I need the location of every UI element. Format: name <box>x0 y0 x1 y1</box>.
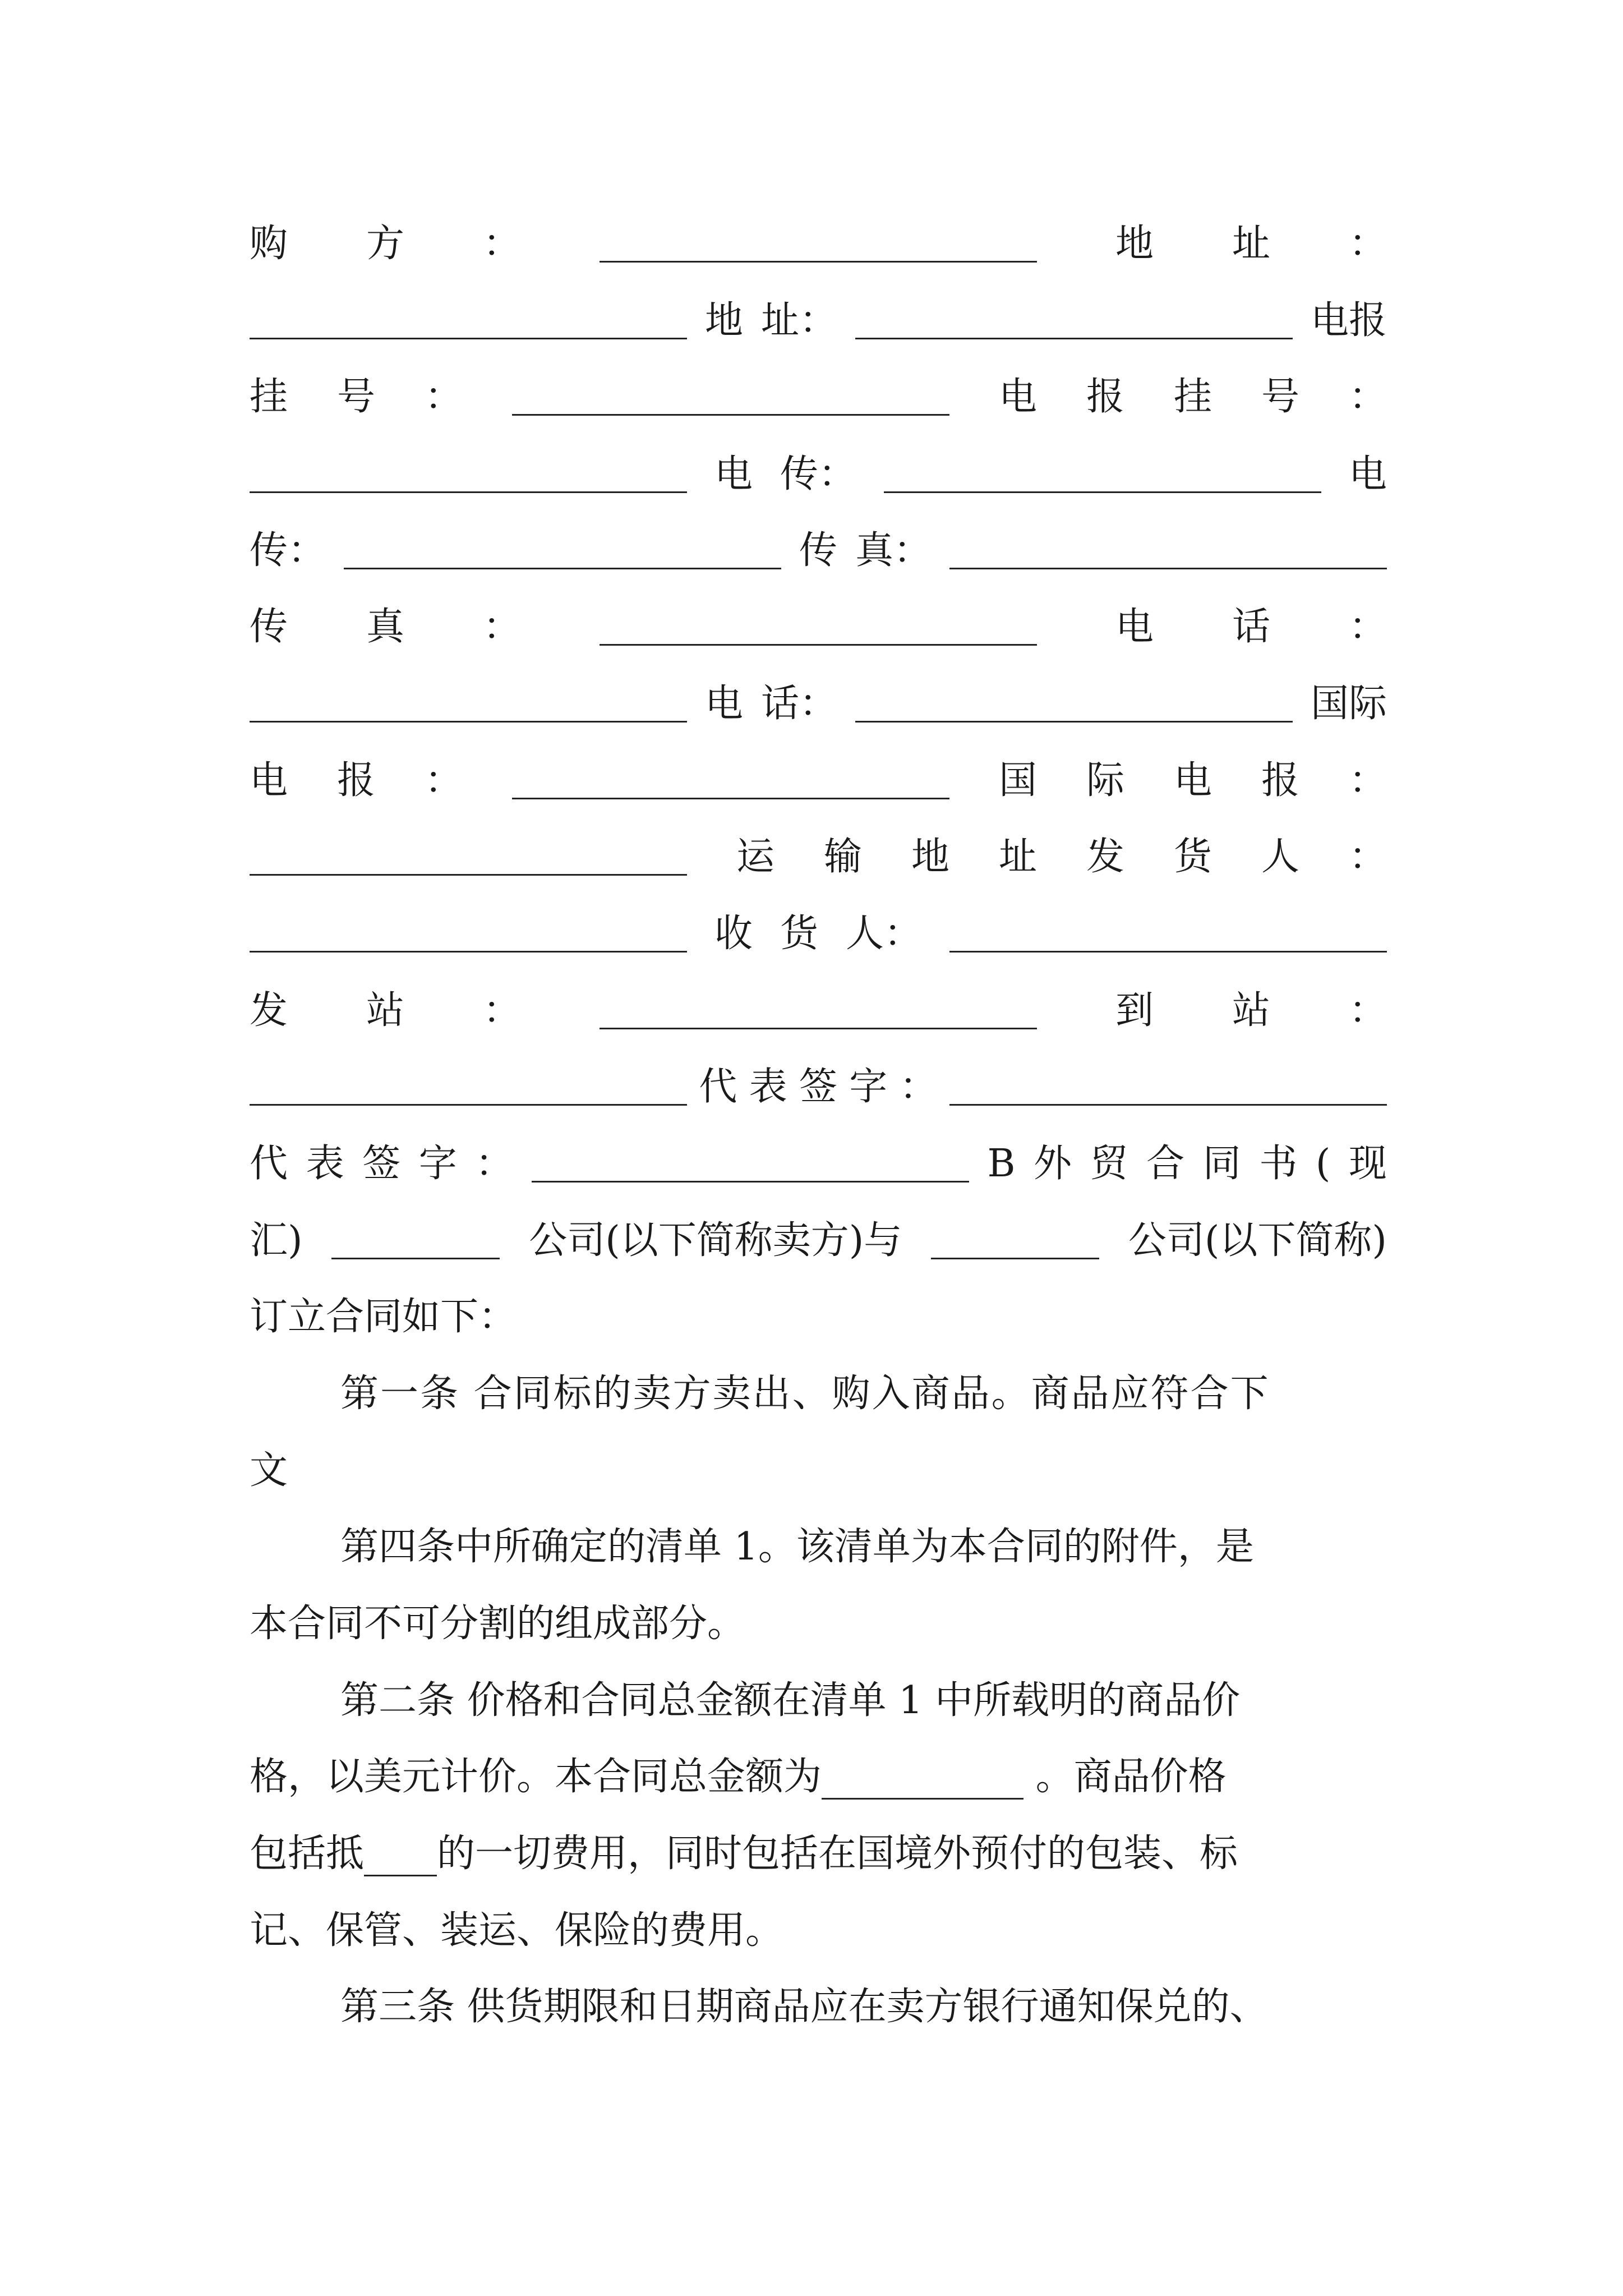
article-1-line-1: 第一条 合同标的卖方卖出、购入商品。商品应符合下 <box>340 1372 1270 1416</box>
label-char: 电 <box>250 758 288 803</box>
label-char: 方 <box>366 222 405 266</box>
label-colon: ： <box>1348 375 1387 419</box>
blank-cable-1[interactable] <box>512 379 949 416</box>
blank-signature-1[interactable] <box>949 1069 1387 1106</box>
label-colon: ： <box>475 1142 514 1186</box>
label-char: 号 <box>1261 375 1299 419</box>
article-1-line-2: 文 <box>250 1448 288 1493</box>
blank-intl-cable-2[interactable] <box>250 839 687 876</box>
label-char: 址： <box>760 298 837 343</box>
label-colon: ： <box>1348 835 1387 879</box>
form-line-signature <box>250 1065 1387 1110</box>
blank-address-1[interactable] <box>250 303 687 339</box>
label-char: 表 <box>749 1065 787 1109</box>
label-char: 字 <box>418 1142 457 1186</box>
contract-parties-line <box>250 1218 1387 1263</box>
label-char: 传： <box>250 528 326 573</box>
label-char: 电 <box>714 452 753 496</box>
text-segment: 的一切费用，同时包括在国境外预付的包装、标 <box>437 1832 1238 1876</box>
text-segment: 公司(以下简称) <box>1128 1218 1387 1263</box>
label-char: 运 <box>736 835 774 879</box>
text-segment: 包括抵 <box>250 1832 365 1876</box>
blank-phone-1[interactable] <box>250 686 687 723</box>
article-3-line-1: 第三条 供货期限和日期商品应在卖方银行通知保兑的、 <box>340 1985 1268 2029</box>
label-char: 传： <box>780 452 856 496</box>
label-char: 报 <box>337 758 376 803</box>
label-char: B <box>987 1142 1016 1186</box>
label-char: 电 <box>1173 758 1212 803</box>
blank-consignee[interactable] <box>949 916 1387 953</box>
blank-intl-cable-1[interactable] <box>512 763 949 799</box>
article-2-line-2 <box>250 1755 1387 1800</box>
form-line-shipping <box>250 835 1387 880</box>
form-line-address <box>250 298 1387 343</box>
blank-arrival-station[interactable] <box>250 1069 687 1106</box>
label-char: 代 <box>250 1142 288 1186</box>
label-colon: ： <box>1348 988 1387 1033</box>
label-char: 签 <box>799 1065 837 1109</box>
title-char: 外 <box>1034 1142 1072 1186</box>
label-char: 报 <box>1261 758 1299 803</box>
label-char: 地 <box>704 298 743 343</box>
label-char: 址 <box>998 835 1037 879</box>
label-char: 地 <box>1115 222 1154 266</box>
blank-shipper[interactable] <box>250 916 687 953</box>
label-char: 真： <box>855 528 932 573</box>
label-char: 电 <box>704 682 743 726</box>
text-segment: 公司(以下简称卖方)与 <box>529 1218 902 1263</box>
label-char: 签 <box>362 1142 401 1186</box>
label-char: 挂 <box>250 375 288 419</box>
blank-buyer[interactable] <box>600 226 1037 263</box>
article-1-line-3: 第四条中所确定的清单 1。该清单为本合同的附件，是 <box>340 1525 1254 1569</box>
label-colon: ： <box>483 222 522 266</box>
title-char: 贸 <box>1090 1142 1128 1186</box>
label-char: 代 <box>699 1065 737 1109</box>
label-colon: ： <box>1348 222 1387 266</box>
blank-phone-2[interactable] <box>855 686 1293 723</box>
label-colon: ： <box>425 758 463 803</box>
label-char: 表 <box>306 1142 344 1186</box>
form-line-telex <box>250 452 1387 497</box>
label-char: 字 <box>849 1065 888 1109</box>
label-colon: ： <box>483 605 522 649</box>
label-char: 到 <box>1115 988 1154 1033</box>
article-2-line-3 <box>250 1832 1387 1876</box>
label-colon: ： <box>1348 758 1387 803</box>
blank-seller-company[interactable] <box>331 1223 500 1259</box>
label-colon: ： <box>1348 605 1387 649</box>
label-colon: ： <box>483 988 522 1033</box>
label-char: 真 <box>366 605 405 649</box>
label-char: 址 <box>1232 222 1270 266</box>
blank-departure-station[interactable] <box>600 993 1037 1029</box>
label-char: 货 <box>780 912 818 956</box>
label-char: 电 <box>1115 605 1154 649</box>
label-char: 传 <box>799 528 837 573</box>
label-char: 地 <box>911 835 949 879</box>
form-line-signature-2 <box>250 1142 1387 1186</box>
title-char: 同 <box>1202 1142 1241 1186</box>
text-segment: 汇) <box>250 1218 303 1263</box>
label-char: 际 <box>1086 758 1124 803</box>
label-char: 收 <box>714 912 753 956</box>
blank-fax-2[interactable] <box>600 609 1037 646</box>
label-char: 话： <box>760 682 837 726</box>
label-text: 电报 <box>1310 298 1387 343</box>
blank-telex-1[interactable] <box>884 457 1321 493</box>
label-char: 输 <box>823 835 862 879</box>
text-segment: 。商品价格 <box>1023 1755 1227 1799</box>
blank-total-amount[interactable] <box>822 1763 1023 1800</box>
form-line-intl-cable <box>250 758 1387 803</box>
blank-signature-2[interactable] <box>532 1146 969 1182</box>
label-colon: ： <box>899 1065 938 1109</box>
label-text: 国际 <box>1310 682 1387 726</box>
title-char: 书 <box>1259 1142 1298 1186</box>
label-colon: ： <box>425 375 463 419</box>
label-char: 电 <box>1348 452 1387 496</box>
label-char: 报 <box>1086 375 1124 419</box>
blank-address-2[interactable] <box>855 303 1293 339</box>
form-line-cable <box>250 375 1387 420</box>
title-char: 现 <box>1348 1142 1387 1186</box>
article-2-line-1: 第二条 价格和合同总金额在清单 1 中所载明的商品价 <box>340 1678 1241 1723</box>
label-char: 发 <box>1086 835 1124 879</box>
label-char: 发 <box>250 988 288 1033</box>
text-segment: 格，以美元计价。本合同总金额为 <box>250 1755 822 1799</box>
label-char: 购 <box>250 222 288 266</box>
blank-telex-2[interactable] <box>344 533 781 569</box>
label-char: 站 <box>1232 988 1270 1033</box>
label-char: 站 <box>366 988 405 1033</box>
form-line-buyer <box>250 222 1387 266</box>
form-line-phone-2 <box>250 682 1387 726</box>
label-char: 人 <box>1261 835 1299 879</box>
form-line-stations <box>250 988 1387 1033</box>
form-line-consignee <box>250 912 1387 956</box>
contract-intro: 订立合同如下： <box>250 1295 517 1339</box>
title-char: 合 <box>1146 1142 1185 1186</box>
blank-cable-2[interactable] <box>250 457 687 493</box>
form-line-phone <box>250 605 1387 650</box>
label-char: 传 <box>250 605 288 649</box>
blank-buyer-company[interactable] <box>931 1223 1099 1259</box>
label-char: 挂 <box>1173 375 1212 419</box>
label-char: 号 <box>337 375 376 419</box>
article-2-line-4: 记、保管、装运、保险的费用。 <box>250 1908 784 1953</box>
form-line-fax <box>250 528 1387 573</box>
title-char: ( <box>1315 1142 1331 1186</box>
article-1-line-4: 本合同不可分割的组成部分。 <box>250 1602 746 1646</box>
blank-fax-1[interactable] <box>949 533 1387 569</box>
label-char: 人： <box>845 912 922 956</box>
blank-delivery-term[interactable] <box>364 1840 437 1876</box>
label-char: 货 <box>1173 835 1212 879</box>
label-char: 国 <box>998 758 1037 803</box>
label-char: 话 <box>1232 605 1270 649</box>
label-char: 电 <box>998 375 1037 419</box>
